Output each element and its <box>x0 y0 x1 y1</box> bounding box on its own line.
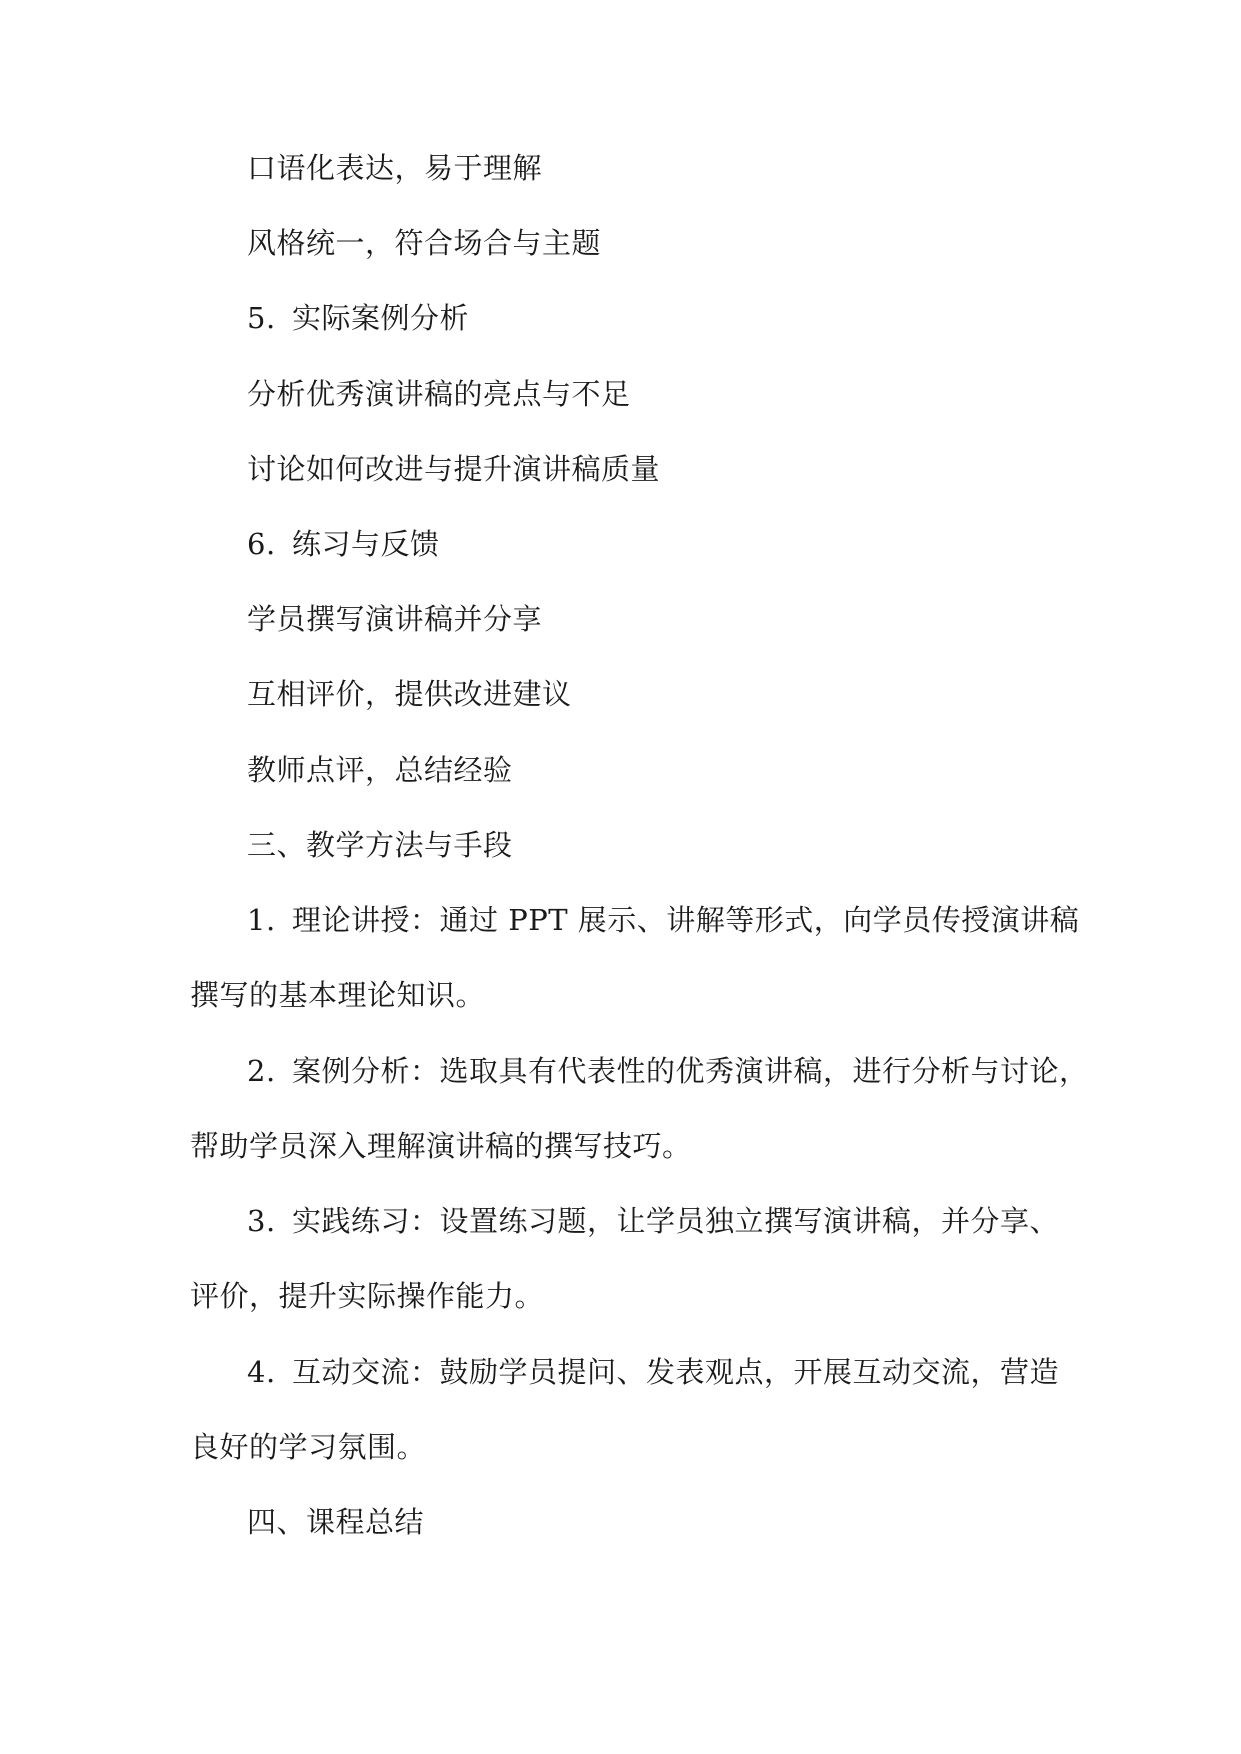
paragraph-continuation: 良好的学习氛围。 <box>190 1430 427 1464</box>
list-number: 6. <box>247 527 276 561</box>
list-item <box>247 1352 1127 1392</box>
text-line: 教师点评，总结经验 <box>247 753 513 787</box>
list-number: 2. <box>247 1054 276 1088</box>
text-line: 讨论如何改进与提升演讲稿质量 <box>247 452 661 486</box>
list-item <box>247 1201 1127 1241</box>
paragraph-continuation: 帮助学员深入理解演讲稿的撰写技巧。 <box>190 1129 692 1163</box>
list-item <box>247 900 1127 940</box>
paragraph-continuation: 评价，提升实际操作能力。 <box>190 1279 545 1313</box>
text-line: 互相评价，提供改进建议 <box>247 677 572 711</box>
text-line: 学员撰写演讲稿并分享 <box>247 602 543 636</box>
list-number: 1. <box>247 903 276 937</box>
list-number: 5. <box>247 301 276 335</box>
paragraph-text: 互动交流：鼓励学员提问、发表观点，开展互动交流，营造 <box>292 1355 1060 1389</box>
section-heading: 四、课程总结 <box>247 1505 425 1539</box>
paragraph-text: 实践练习：设置练习题，让学员独立撰写演讲稿，并分享、 <box>292 1204 1060 1238</box>
text-line: 口语化表达，易于理解 <box>247 151 543 185</box>
list-heading-text: 实际案例分析 <box>292 301 470 335</box>
list-number: 4. <box>247 1355 276 1389</box>
section-heading: 三、教学方法与手段 <box>247 828 513 862</box>
paragraph-text: 理论讲授：通过 PPT 展示、讲解等形式，向学员传授演讲稿 <box>292 903 1080 937</box>
list-item-heading <box>247 524 1127 564</box>
list-item <box>247 1051 1127 1091</box>
list-item-heading <box>247 298 1127 338</box>
paragraph-text: 案例分析：选取具有代表性的优秀演讲稿，进行分析与讨论， <box>292 1054 1089 1088</box>
list-number: 3. <box>247 1204 276 1238</box>
text-line: 分析优秀演讲稿的亮点与不足 <box>247 377 631 411</box>
list-heading-text: 练习与反馈 <box>292 527 440 561</box>
text-line: 风格统一，符合场合与主题 <box>247 226 602 260</box>
paragraph-continuation: 撰写的基本理论知识。 <box>190 978 486 1012</box>
